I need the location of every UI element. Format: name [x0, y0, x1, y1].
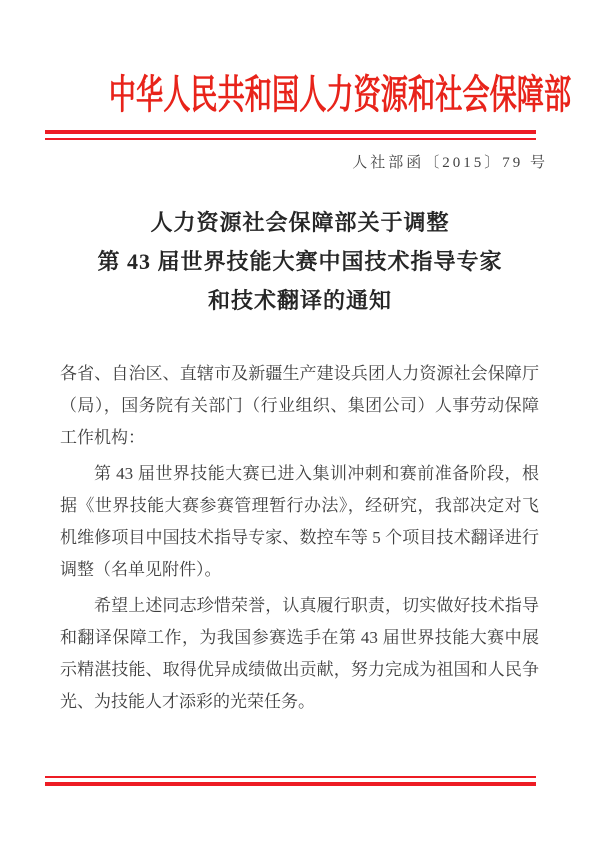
body-paragraph: 第 43 届世界技能大赛已进入集训冲刺和赛前准备阶段，根据《世界技能大赛参赛管理暂行办法》，经研究，我部决定对飞机维修项目中国技术指导专家、数控车等 5 个项目技术翻译进行调整（名单见附件）。 [60, 464, 539, 579]
letterhead [0, 70, 600, 129]
document-reference-number: 人社部函〔2015〕79 号 [352, 155, 548, 171]
document-title-line-3: 和技术翻译的通知 [207, 288, 392, 313]
footer-rule-thin [45, 776, 536, 778]
ministry-name-title: 中华人民共和国人力资源和社会保障部 [108, 72, 572, 117]
document-body [60, 358, 539, 718]
footer-rule-thick [45, 782, 536, 786]
letterhead-rule-thick [45, 130, 536, 134]
document-title [30, 203, 570, 320]
document-title-line-2: 第 43 届世界技能大赛中国技术指导专家 [97, 249, 503, 274]
body-paragraph: 希望上述同志珍惜荣誉，认真履行职责，切实做好技术指导和翻译保障工作，为我国参赛选手在第 43 届世界技能大赛中展示精湛技能、取得优异成绩做出贡献，努力完成为祖国和人民争光、为技能人才添彩的光荣任务。 [60, 596, 539, 711]
letterhead-rule-thin [45, 138, 536, 140]
document-title-line-1: 人力资源社会保障部关于调整 [150, 210, 450, 235]
salutation-paragraph: 各省、自治区、直辖市及新疆生产建设兵团人力资源社会保障厅（局），国务院有关部门（行业组织、集团公司）人事劳动保障工作机构： [60, 364, 539, 447]
